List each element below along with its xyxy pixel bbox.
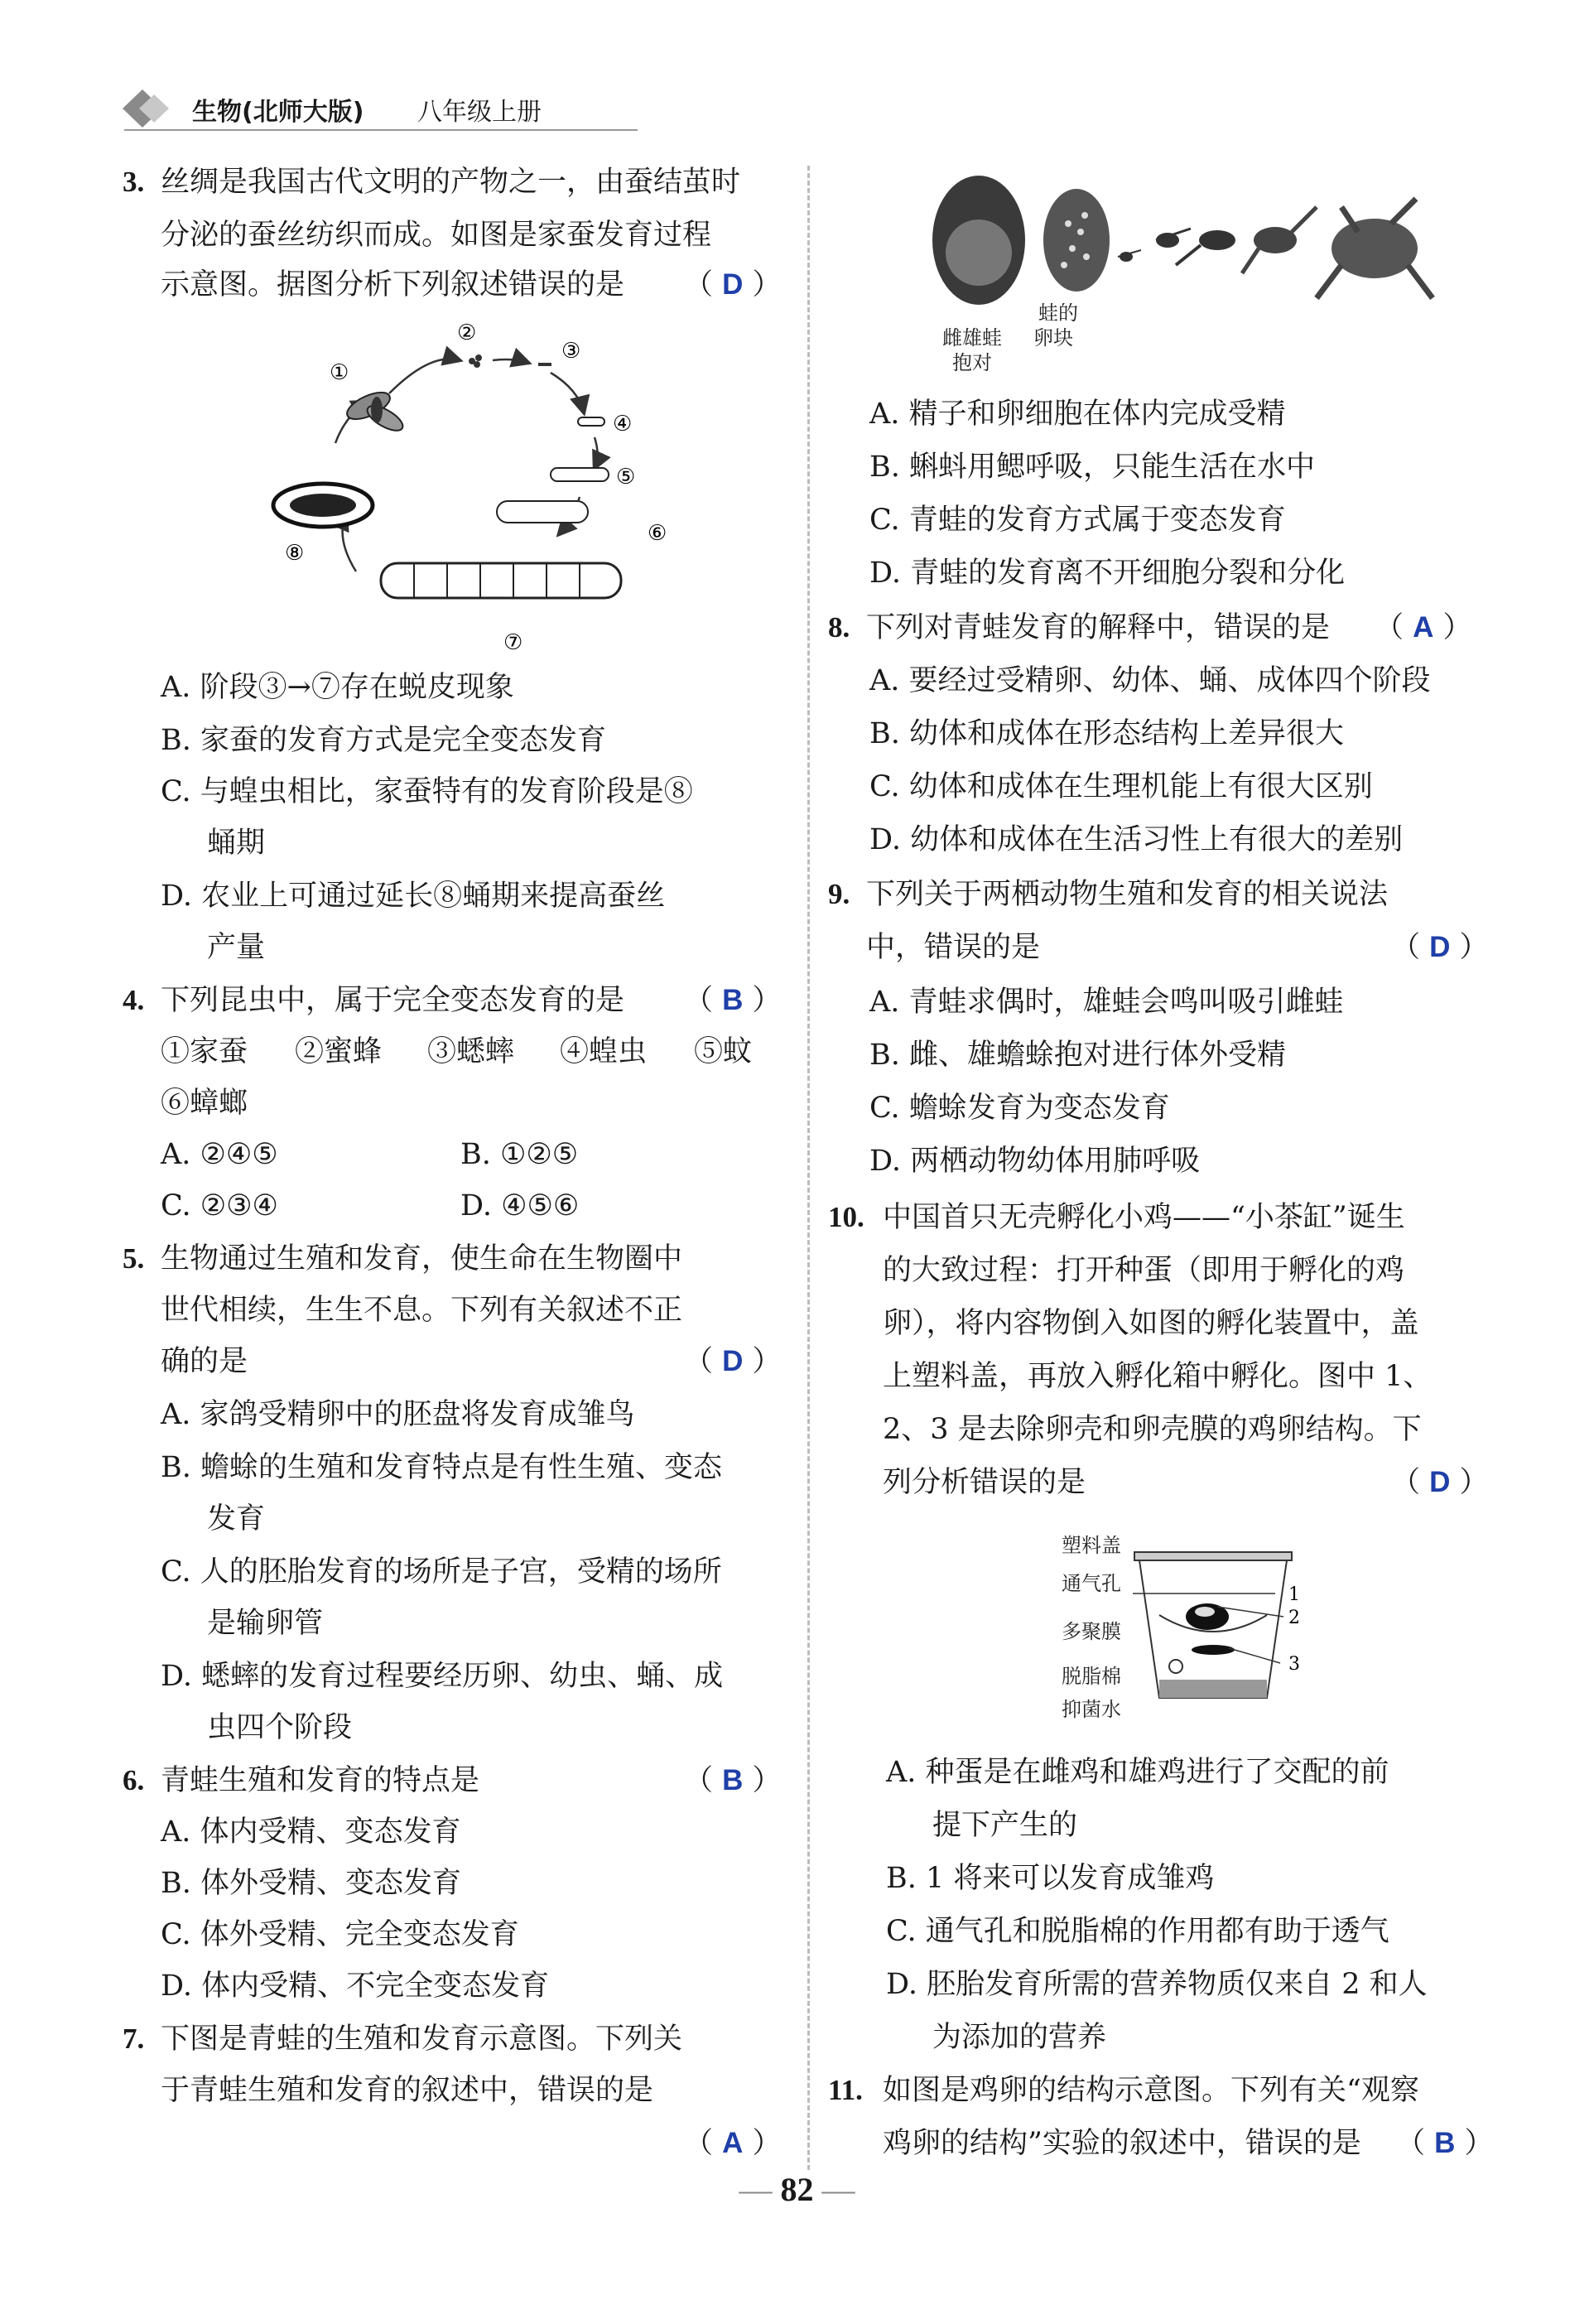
frog-fig-label: 蛙的 [1038, 301, 1078, 325]
q10-line: 列分析错误的是 [883, 1466, 1086, 1499]
q8-option: C. 幼体和成体在生理机能上有很大区别 [869, 770, 1373, 803]
q4-item: ③蟋蟀 [427, 1035, 515, 1068]
q5-line: 确的是 [161, 1345, 248, 1378]
q3-answer-paren: （ D ） [684, 268, 782, 301]
q3-line: 丝绸是我国古代文明的产物之一，由蚕结茧时 [161, 166, 741, 199]
stage-label: ⑦ [503, 630, 523, 655]
q5-answer-paren: （ D ） [684, 1345, 782, 1378]
q7-option: A. 精子和卵细胞在体内完成受精 [869, 398, 1286, 431]
q6-number: 6. [123, 1764, 145, 1796]
q8-option: A. 要经过受精卵、幼体、蛹、成体四个阶段 [869, 664, 1431, 697]
q11-line: 鸡卵的结构”实验的叙述中，错误的是 [883, 2127, 1361, 2160]
q4-item: ④蝗虫 [560, 1035, 648, 1068]
q9-answer: D [1429, 931, 1451, 963]
q5-option: C. 人的胚胎发育的场所是子宫，受精的场所 [161, 1555, 722, 1589]
q5-line: 生物通过生殖和发育，使生命在生物圈中 [161, 1242, 683, 1275]
q4-answer: B [722, 984, 744, 1016]
q9-number: 9. [828, 878, 850, 910]
q10-line: 2、3 是去除卵壳和卵壳膜的鸡卵结构。下 [883, 1413, 1422, 1446]
q7-option: B. 蝌蚪用鳃呼吸，只能生活在水中 [869, 451, 1315, 484]
q4-option: A. ②④⑤ [161, 1138, 278, 1171]
q10-option-cont: 为添加的营养 [932, 2021, 1107, 2054]
q10-option: C. 通气孔和脱脂棉的作用都有助于透气 [886, 1915, 1389, 1948]
q3-option: A. 阶段③→⑦存在蜕皮现象 [161, 671, 514, 704]
q6-line: 青蛙生殖和发育的特点是 [161, 1764, 480, 1797]
page-footer [0, 2170, 1594, 2209]
frog-fig-label: 抱对 [952, 351, 992, 374]
incubator-label: 抑菌水 [1062, 1698, 1121, 1721]
q10-option: B. 1 将来可以发育成雏鸡 [886, 1862, 1215, 1895]
moth-shape [344, 387, 407, 435]
footer-dash: — [739, 2171, 781, 2208]
column-divider [807, 166, 810, 2170]
header-rule [124, 129, 638, 131]
q9-answer-paren: （ D ） [1391, 931, 1489, 964]
stage-label: ② [457, 321, 477, 345]
q5-option-cont: 是输卵管 [207, 1607, 324, 1640]
stage-label: ⑤ [616, 465, 636, 489]
q10-number: 10. [828, 1201, 864, 1233]
q9-line: 中，错误的是 [866, 931, 1041, 964]
silkworm-lifecycle-diagram [265, 315, 696, 663]
q3-option-cont: 蛹期 [207, 827, 266, 860]
q7-line: 下图是青蛙的生殖和发育示意图。下列关 [161, 2023, 683, 2056]
q3-line: 示意图。据图分析下列叙述错误的是 [161, 268, 625, 301]
frog-fig-label: 雌雄蛙 [942, 326, 1002, 350]
q9-option: A. 青蛙求偶时，雄蛙会鸣叫吸引雌蛙 [869, 986, 1344, 1019]
q8-answer: A [1413, 611, 1434, 644]
stage-label: ① [330, 360, 349, 385]
q4-line: 下列昆虫中，属于完全变态发育的是 [161, 984, 625, 1017]
q4-item: ①家蚕 [161, 1035, 248, 1068]
q5-option: B. 蟾蜍的生殖和发育特点是有性生殖、变态 [161, 1451, 722, 1484]
stage-label: ⑧ [285, 541, 305, 566]
q6-option: C. 体外受精、完全变态发育 [161, 1918, 519, 1951]
q3-line: 分泌的蚕丝纺织而成。如图是家蚕发育过程 [161, 219, 712, 252]
incubator-label: 塑料盖 [1062, 1534, 1121, 1557]
q8-line: 下列对青蛙发育的解释中，错误的是 [866, 611, 1331, 644]
q9-option: C. 蟾蜍发育为变态发育 [869, 1092, 1170, 1125]
q4-answer-paren: （ B ） [684, 984, 782, 1017]
q3-option: B. 家蚕的发育方式是完全变态发育 [161, 724, 606, 757]
page-number: 82 [780, 2171, 814, 2208]
incubator-label: 脱脂棉 [1062, 1665, 1121, 1688]
q3-number: 3. [123, 166, 145, 198]
stage-label: ③ [561, 339, 581, 364]
q10-answer: D [1429, 1466, 1451, 1498]
q6-answer: B [722, 1764, 744, 1796]
q4-option: C. ②③④ [161, 1189, 278, 1222]
q4-item: ⑤蚊 [694, 1035, 753, 1068]
q5-option-cont: 虫四个阶段 [207, 1711, 353, 1744]
q8-option: D. 幼体和成体在生活习性上有很大的差别 [869, 823, 1404, 856]
q10-line: 卵），将内容物倒入如图的孵化装置中，盖 [883, 1307, 1419, 1340]
fig-number-label: 3 [1288, 1654, 1300, 1675]
q7-number: 7. [123, 2023, 145, 2055]
header-subject: 生物(北师大版) [192, 98, 364, 127]
q9-line: 下列关于两栖动物生殖和发育的相关说法 [866, 878, 1389, 911]
q11-answer: B [1434, 2127, 1456, 2159]
q3-option: D. 农业上可通过延长⑧蛹期来提高蚕丝 [161, 880, 666, 913]
q7-option: D. 青蛙的发育离不开细胞分裂和分化 [869, 557, 1346, 590]
q4-option: B. ①②⑤ [460, 1138, 579, 1171]
q4-item: ②蜜蜂 [295, 1035, 383, 1068]
q7-answer-paren: （ A ） [684, 2127, 782, 2160]
frog-lifecycle-illustration [927, 174, 1441, 331]
q3-option: C. 与蝗虫相比，家蚕特有的发育阶段是⑧ [161, 775, 693, 808]
q5-option: A. 家鸽受精卵中的胚盘将发育成雏鸟 [161, 1398, 635, 1431]
q3-option-cont: 产量 [207, 931, 266, 964]
q10-line: 上塑料盖，再放入孵化箱中孵化。图中 1、 [883, 1360, 1433, 1393]
stage-label: ④ [613, 412, 633, 436]
q11-answer-paren: （ B ） [1396, 2127, 1494, 2160]
fig-number-label: 1 [1288, 1584, 1300, 1605]
q4-number: 4. [123, 984, 145, 1016]
q5-option-cont: 发育 [207, 1502, 266, 1536]
incubator-diagram [1126, 1524, 1341, 1723]
q5-line: 世代相续，生生不息。下列有关叙述不正 [161, 1294, 683, 1327]
q6-option: A. 体内受精、变态发育 [161, 1815, 461, 1849]
q4-item: ⑥蟑螂 [161, 1087, 248, 1120]
q10-option: D. 胚胎发育所需的营养物质仅来自 2 和人 [886, 1968, 1428, 2001]
q4-option: D. ④⑤⑥ [460, 1189, 580, 1222]
q5-number: 5. [123, 1242, 145, 1275]
q10-answer-paren: （ D ） [1391, 1466, 1489, 1499]
q7-answer: A [722, 2127, 744, 2159]
q5-answer: D [722, 1345, 744, 1377]
stage-label: ⑥ [648, 521, 667, 546]
header-grade: 八年级上册 [417, 98, 542, 127]
incubator-label: 多聚膜 [1062, 1620, 1121, 1643]
q6-option: B. 体外受精、变态发育 [161, 1867, 461, 1900]
fig-number-label: 2 [1288, 1608, 1300, 1628]
incubator-label: 通气孔 [1062, 1572, 1121, 1595]
q5-option: D. 蟋蟀的发育过程要经历卵、幼虫、蛹、成 [161, 1660, 724, 1693]
header-diamond-icon [116, 86, 182, 131]
q9-option: D. 两栖动物幼体用肺呼吸 [869, 1145, 1201, 1178]
q10-option: A. 种蛋是在雌鸡和雄鸡进行了交配的前 [886, 1756, 1389, 1789]
q8-option: B. 幼体和成体在形态结构上差异很大 [869, 717, 1344, 750]
q6-answer-paren: （ B ） [684, 1764, 782, 1797]
q7-line: 于青蛙生殖和发育的叙述中，错误的是 [161, 2074, 654, 2107]
q7-option: C. 青蛙的发育方式属于变态发育 [869, 504, 1286, 537]
q10-line: 的大致过程：打开种蛋（即用于孵化的鸡 [883, 1254, 1405, 1287]
q10-line: 中国首只无壳孵化小鸡——“小茶缸”诞生 [883, 1201, 1405, 1234]
q11-line: 如图是鸡卵的结构示意图。下列有关“观察 [883, 2074, 1419, 2107]
q10-option-cont: 提下产生的 [932, 1809, 1078, 1842]
q11-number: 11. [828, 2074, 863, 2106]
q9-option: B. 雌、雄蟾蜍抱对进行体外受精 [869, 1039, 1286, 1072]
footer-dash: — [821, 2171, 855, 2208]
q8-answer-paren: （ A ） [1375, 611, 1472, 644]
q3-answer: D [722, 268, 744, 301]
q6-option: D. 体内受精、不完全变态发育 [161, 1970, 550, 2003]
q8-number: 8. [828, 611, 850, 644]
frog-fig-label: 卵块 [1033, 326, 1073, 350]
